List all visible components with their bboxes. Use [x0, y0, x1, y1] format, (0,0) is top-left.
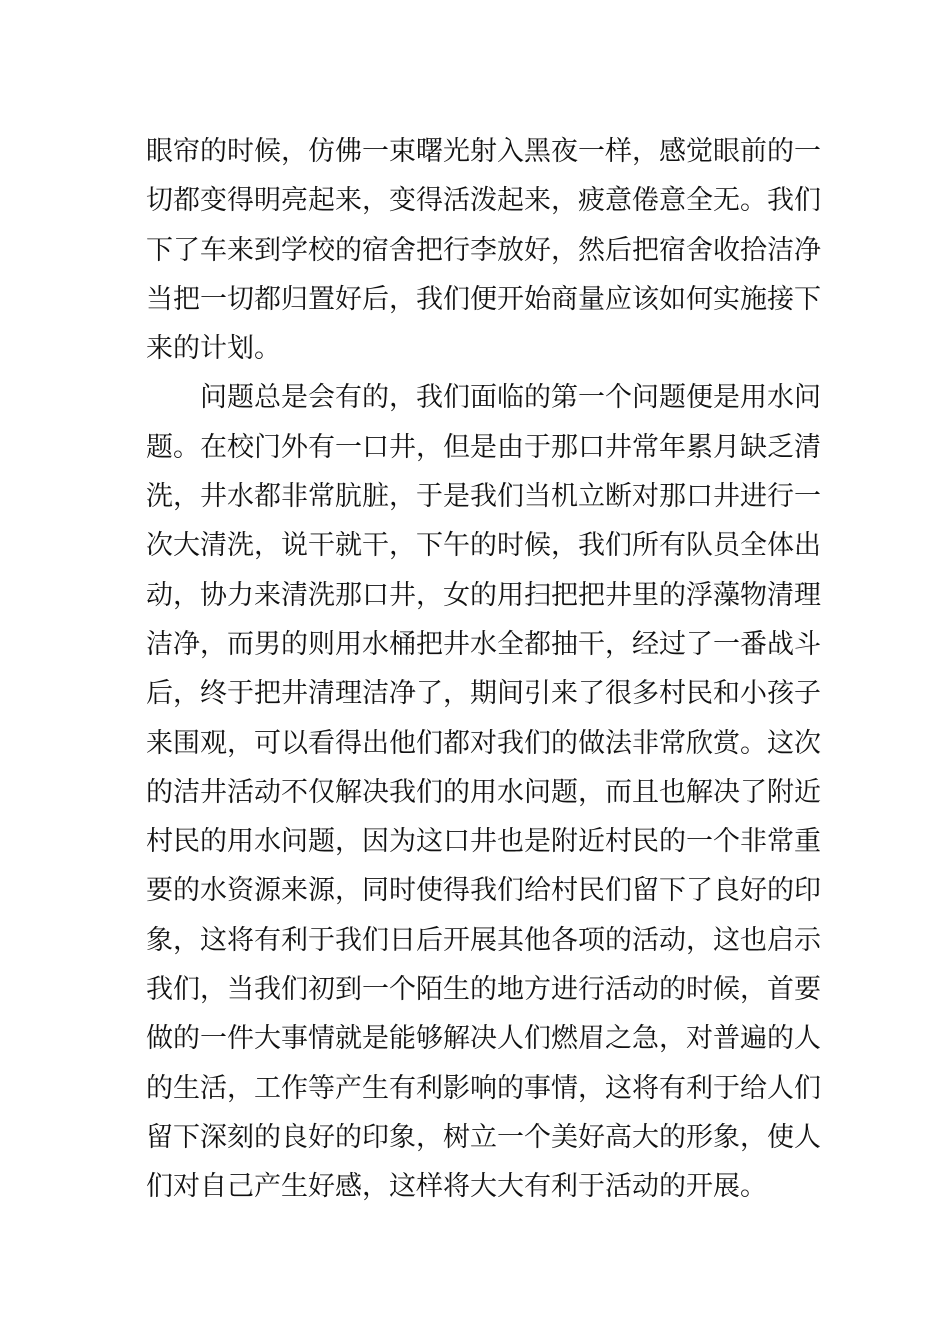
text-line: 问题总是会有的，我们面临的第一个问题便是用水问	[200, 382, 821, 414]
text-line: 来的计划。	[146, 333, 281, 365]
text-line: 们对自己产生好感，这样将大大有利于活动的开展。	[146, 1171, 767, 1203]
text-line: 动，协力来清洗那口井，女的用扫把把井里的浮藻物清理	[146, 579, 821, 611]
text-line: 留下深刻的良好的印象，树立一个美好高大的形象，使人	[146, 1121, 821, 1153]
text-line: 象，这将有利于我们日后开展其他各项的活动，这也启示	[146, 924, 821, 956]
paragraph	[146, 373, 821, 1211]
text-line: 洁净，而男的则用水桶把井水全都抽干，经过了一番战斗	[146, 628, 821, 660]
text-line: 切都变得明亮起来，变得活泼起来，疲意倦意全无。我们	[146, 185, 821, 217]
text-line: 当把一切都归置好后，我们便开始商量应该如何实施接下	[146, 283, 821, 315]
text-line: 洗，井水都非常肮脏，于是我们当机立断对那口井进行一	[146, 481, 821, 513]
text-line: 村民的用水问题，因为这口井也是附近村民的一个非常重	[146, 826, 821, 858]
text-line: 眼帘的时候，仿佛一束曙光射入黑夜一样，感觉眼前的一	[146, 136, 821, 167]
text-line: 我们，当我们初到一个陌生的地方进行活动的时候，首要	[146, 974, 821, 1006]
text-line: 要的水资源来源，同时使得我们给村民们留下了良好的印	[146, 875, 821, 907]
text-line: 下了车来到学校的宿舍把行李放好，然后把宿舍收拾洁净	[146, 234, 821, 266]
text-line: 做的一件大事情就是能够解决人们燃眉之急，对普遍的人	[146, 1023, 821, 1055]
text-line: 题。在校门外有一口井，但是由于那口井常年累月缺乏清	[146, 431, 821, 463]
text-line: 的生活，工作等产生有利影响的事情，这将有利于给人们	[146, 1072, 821, 1104]
text-line: 的洁井活动不仅解决我们的用水问题，而且也解决了附近	[146, 776, 821, 808]
text-line: 次大清洗，说干就干，下午的时候，我们所有队员全体出	[146, 530, 821, 562]
text-line: 后，终于把井清理洁净了，期间引来了很多村民和小孩子	[146, 678, 821, 710]
text-line: 来围观，可以看得出他们都对我们的做法非常欣赏。这次	[146, 727, 821, 759]
paragraph	[146, 127, 821, 373]
body-text	[146, 127, 821, 1212]
